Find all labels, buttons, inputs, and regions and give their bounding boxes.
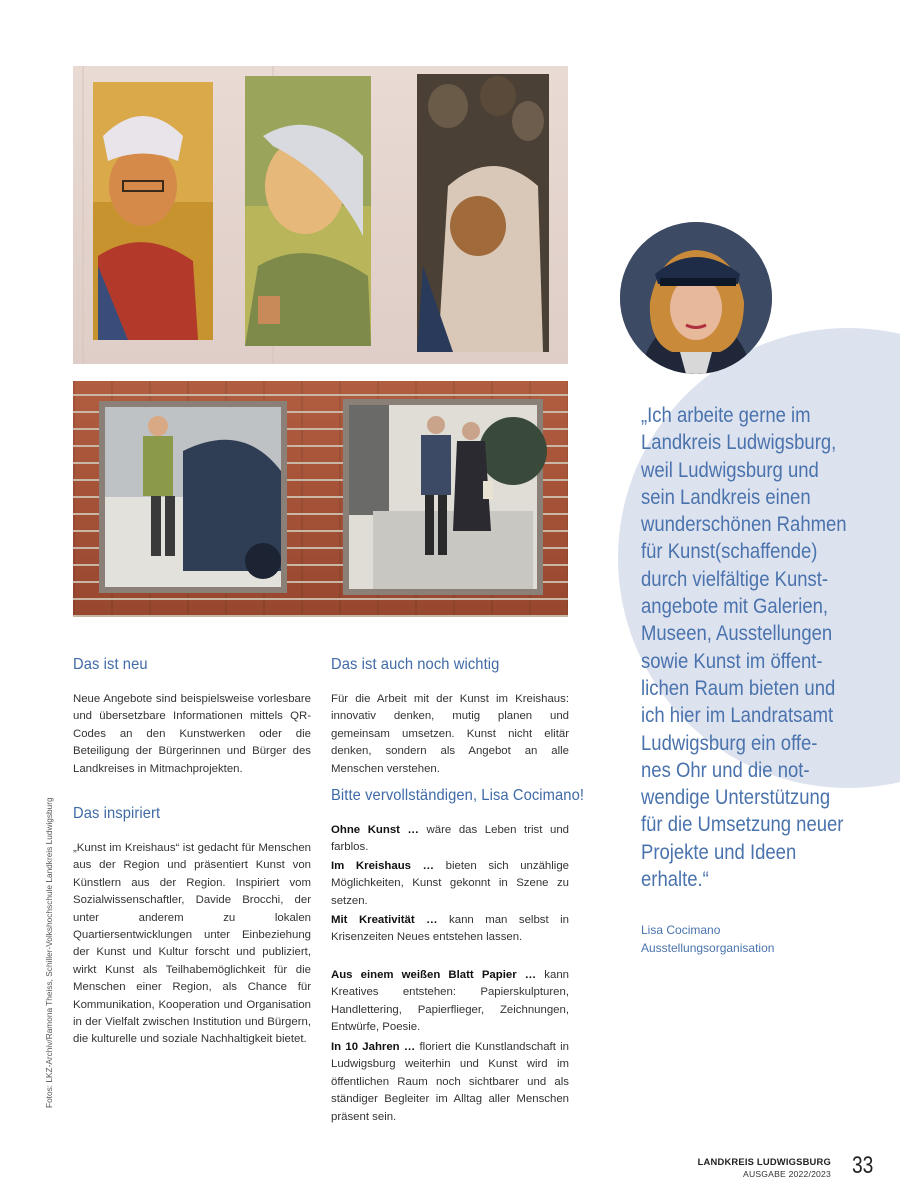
quote-line: für Kunst(schaffende) bbox=[641, 539, 818, 564]
quote-line: sowie Kunst im öffent- bbox=[641, 648, 823, 673]
completion-item bbox=[331, 858, 569, 910]
quote-line: ich hier im Landratsamt bbox=[641, 703, 834, 728]
completion-text: bieten sich unzählige Möglichkeiten, Kunst gekonnt in Szene zu setzen. bbox=[331, 860, 569, 907]
quote-line: nes Ohr und die not- bbox=[641, 757, 810, 782]
heading-bitte-vervollstaendigen: Bitte vervollständigen, Lisa Cocimano! bbox=[331, 787, 585, 804]
completion-text: wäre das Leben trist und farblos. bbox=[331, 824, 569, 854]
quote-line: Landkreis Ludwigsburg, bbox=[641, 430, 837, 455]
heading-das-ist-neu: Das ist neu bbox=[73, 656, 148, 673]
quote-line: für die Umsetzung neuer bbox=[641, 812, 844, 837]
portrait-illustration bbox=[620, 222, 772, 374]
quote-line: wunderschönen Rahmen bbox=[641, 512, 847, 537]
quote-line: Museen, Ausstellungen bbox=[641, 621, 833, 646]
quote-line: weil Ludwigsburg und bbox=[641, 457, 819, 482]
quote-line: angebote mit Galerien, bbox=[641, 594, 829, 619]
quote-line: Projekte und Ideen bbox=[641, 839, 797, 864]
painting-woman-headscarf bbox=[245, 76, 371, 346]
painting-man-car bbox=[99, 401, 287, 593]
completion-lead: Aus einem weißen Blatt Papier … bbox=[331, 969, 537, 981]
painting-woman-glasses bbox=[93, 82, 213, 340]
completion-item bbox=[331, 967, 569, 1037]
painting-veiled-figure bbox=[417, 74, 549, 352]
pull-quote bbox=[641, 402, 882, 893]
quote-line: lichen Raum bieten und bbox=[641, 675, 836, 700]
paintings-illustration bbox=[73, 66, 568, 364]
quote-line: „Ich arbeite gerne im bbox=[641, 403, 811, 427]
quote-line: durch vielfältige Kunst- bbox=[641, 566, 829, 591]
completion-lead: Im Kreishaus … bbox=[331, 860, 435, 872]
text-auch-noch-wichtig: Für die Arbeit mit der Kunst im Kreishaus: innovativ denken, mutig planen und gemeinsam umsetzen. Kunst nicht elitär denken, sondern als Angebot an alle Menschen verstehen. bbox=[331, 693, 569, 775]
text-das-ist-neu: Neue Angebote sind beispielsweise vorlesbare und übersetzbare Informationen mittels QR-Codes an den Kunstwerken oder die Beteiligung der Bürgerinnen und Bürger des Landkreises in Mitmachprojekten. bbox=[73, 693, 311, 775]
quote-line: sein Landkreis einen bbox=[641, 484, 811, 509]
completion-text: floriert die Kunstlandschaft in Ludwigsburg weiterhin und Kunst wird im öffentlichen Raum noch sichtbarer und als ständiger Begleiter im Alltag aller Menschen präsent sein. bbox=[331, 1041, 569, 1123]
quote-line: erhalte.“ bbox=[641, 867, 709, 892]
photo-credit: Fotos: LKZ-Archiv/Ramona Theiss, Schiller-Volkshochschule Landkreis Ludwigsburg bbox=[44, 797, 54, 1108]
completion-lead: In 10 Jahren … bbox=[331, 1041, 416, 1053]
brick-paintings-illustration bbox=[73, 381, 568, 617]
text-das-inspiriert: „Kunst im Kreishaus“ ist gedacht für Menschen aus der Region und präsentiert Kunst von Künstlern aus der Region. Inspiriert vom Sozialwissenschaftler, Davide Brocchi, der unter anderem zu lokalen Quartiersentwicklungen unter Einbeziehung der Kunst und Kultur forscht und publiziert, wirkt Kunst als Teilhabemöglichkeit für die Menschen einer Region, als Chance für Kommunikation, Kooperation und Organisation in der Vielfalt zwischen Institution und Bürgern, die kulturelle und soziale Nachhaltigkeit bietet. bbox=[73, 842, 311, 1046]
photo-paintings bbox=[73, 66, 568, 364]
quote-author: Lisa Cocimano bbox=[641, 923, 721, 937]
quote-attribution bbox=[641, 921, 774, 957]
completion-text: kann Kreatives entstehen: Papierskulpturen, Handlettering, Papierflieger, Zeichnungen, Entwürfe, Poesie. bbox=[331, 969, 569, 1034]
completion-item bbox=[331, 912, 569, 947]
heading-auch-noch-wichtig: Das ist auch noch wichtig bbox=[331, 656, 500, 673]
heading-das-inspiriert: Das inspiriert bbox=[73, 805, 161, 822]
quote-line: Ludwigsburg ein offe- bbox=[641, 730, 818, 755]
completion-lead: Mit Kreativität … bbox=[331, 914, 438, 926]
quote-author-role: Ausstellungsorganisation bbox=[641, 941, 775, 955]
photo-brick-wall-paintings bbox=[73, 381, 568, 617]
quote-line: wendige Unterstützung bbox=[641, 785, 831, 810]
completion-item bbox=[331, 822, 569, 857]
page-number: 33 bbox=[852, 1152, 874, 1179]
footer-magazine-name: LANDKREIS LUDWIGSBURG bbox=[697, 1156, 831, 1167]
completion-lead: Ohne Kunst … bbox=[331, 824, 419, 836]
painting-couple bbox=[343, 399, 547, 595]
completion-text: kann man selbst in Krisenzeiten Neues entstehen lassen. bbox=[331, 914, 570, 944]
footer-issue: AUSGABE 2022/2023 bbox=[743, 1169, 831, 1179]
completion-item bbox=[331, 1039, 569, 1126]
portrait-lisa-cocimano bbox=[620, 222, 772, 374]
